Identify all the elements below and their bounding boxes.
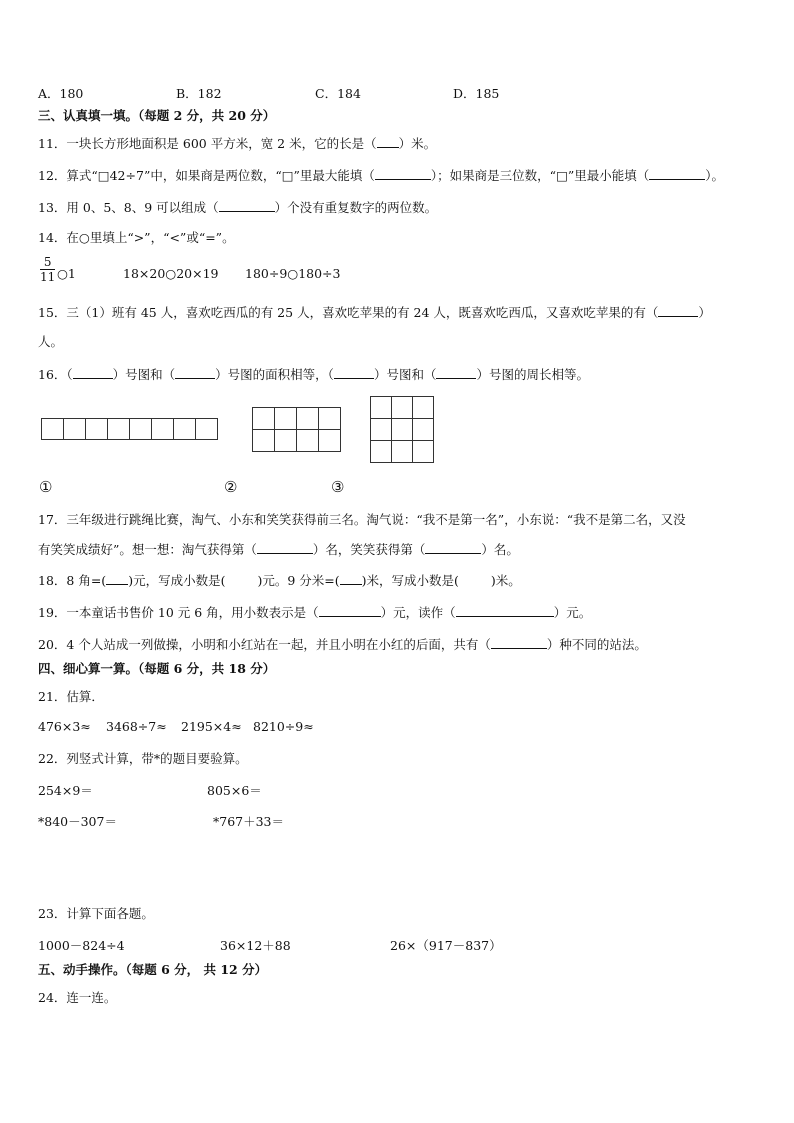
- q16-text-4: ）号图和（: [373, 367, 437, 382]
- answer-blank[interactable]: [377, 135, 399, 148]
- question-11: [38, 135, 436, 152]
- section3-header: 三、认真填一填。（每题 2 分，共 20 分）: [38, 108, 276, 123]
- answer-blank[interactable]: [436, 366, 476, 379]
- q20-text-pre: 20．4 个人站成一列做操，小明和小红站在一起，并且小明在小红的后面，共有（: [38, 637, 491, 652]
- answer-blank[interactable]: [375, 167, 431, 180]
- figure-2-label: ②: [224, 478, 238, 496]
- q21-item: 476×3≈: [38, 719, 91, 734]
- question-16: [38, 366, 589, 383]
- question-17-line1: 17．三年级进行跳绳比赛，淘气、小东和笑笑获得前三名。淘气说：“我不是第一名”，小东说：“我不是第二名，又没: [38, 512, 686, 527]
- question-15-cont: 人。: [38, 334, 64, 349]
- q21-item: 2195×4≈: [181, 719, 242, 734]
- q12-text-pre: 12．算式“□42÷7”中，如果商是两位数，“□”里最大能填（: [38, 168, 375, 183]
- q14-fraction: [40, 255, 55, 284]
- q22-item: *767＋33＝: [213, 814, 285, 829]
- answer-blank[interactable]: [649, 167, 705, 180]
- answer-blank[interactable]: [73, 366, 113, 379]
- q13-text-post: ）个没有重复数字的两位数。: [274, 200, 438, 215]
- q12-text-post: ）。: [705, 168, 725, 183]
- section5-header: 五、动手操作。（每题 6 分， 共 12 分）: [38, 962, 268, 977]
- q18-text-a: 18．8 角=(: [38, 573, 107, 588]
- answer-blank[interactable]: [658, 304, 698, 317]
- q14-compare-1: ○1: [57, 266, 76, 281]
- q13-text-pre: 13．用 0、5、8、9 可以组成（: [38, 200, 219, 215]
- question-24-title: 24．连一连。: [38, 990, 117, 1005]
- question-19: [38, 604, 591, 621]
- question-21-title: 21．估算．: [38, 689, 104, 704]
- answer-blank[interactable]: [257, 541, 313, 554]
- q18-text-b: )元，写成小数是(: [128, 573, 226, 588]
- q17-text-mid: ）名，笑笑获得第（: [312, 542, 426, 557]
- q16-text-2: ）号图和（: [112, 367, 176, 382]
- question-12: [38, 167, 724, 184]
- question-13: [38, 199, 437, 216]
- section4-header: 四、细心算一算。（每题 6 分，共 18 分）: [38, 661, 276, 676]
- q15-text-post: ）: [698, 305, 711, 320]
- q11-text-pre: 11．一块长方形地面积是 600 平方米，宽 2 米，它的长是（: [38, 136, 377, 151]
- question-15: [38, 304, 711, 321]
- q18-text-e: )米。: [490, 573, 521, 588]
- answer-blank[interactable]: [106, 576, 128, 585]
- q11-text-post: ）米。: [398, 136, 437, 151]
- answer-blank[interactable]: [334, 366, 374, 379]
- fraction-numerator: 5: [40, 255, 55, 270]
- q17-text-pre: 有笑笑成绩好”。想一想：淘气获得第（: [38, 542, 257, 557]
- q17-text-post: ）名。: [481, 542, 519, 557]
- figure-1-grid: [41, 418, 218, 440]
- q16-text-3: ）号图的面积相等，（: [215, 367, 334, 382]
- figure-3-grid: [370, 396, 434, 463]
- question-18: [38, 573, 521, 589]
- q19-text-post: ）元。: [553, 605, 592, 620]
- option-b: B．182: [176, 86, 222, 101]
- figure-1-label: ①: [39, 478, 53, 496]
- q23-item: 1000－824÷4: [38, 938, 125, 953]
- q18-text-c: )元。9 分米=(: [257, 573, 340, 588]
- answer-blank[interactable]: [340, 576, 362, 585]
- q22-item: 805×6＝: [207, 783, 262, 798]
- q21-item: 3468÷7≈: [106, 719, 167, 734]
- q14-compare-2: 18×20○20×19: [123, 266, 219, 281]
- q16-text-5: ）号图的周长相等。: [476, 367, 589, 382]
- question-23-title: 23．计算下面各题。: [38, 906, 154, 921]
- q23-item: 36×12＋88: [220, 938, 291, 953]
- fraction-denominator: 11: [40, 270, 56, 284]
- q20-text-post: ）种不同的站法。: [546, 637, 647, 652]
- question-22-title: 22．列竖式计算，带*的题目要验算。: [38, 751, 248, 766]
- q19-text-mid: ）元，读作（: [380, 605, 456, 620]
- answer-blank[interactable]: [175, 366, 215, 379]
- q16-text-1: 16．（: [38, 367, 73, 382]
- q18-text-d: )米，写成小数是(: [361, 573, 459, 588]
- answer-blank[interactable]: [491, 636, 547, 649]
- option-d: D．185: [453, 86, 500, 101]
- q12-text-mid: ）；如果商是三位数，“□”里最小能填（: [430, 168, 650, 183]
- q22-item: *840－307＝: [38, 814, 117, 829]
- q22-item: 254×9＝: [38, 783, 93, 798]
- figure-3-label: ③: [331, 478, 345, 496]
- option-a: A．180: [38, 86, 84, 101]
- answer-blank[interactable]: [319, 604, 381, 617]
- answer-blank[interactable]: [425, 541, 481, 554]
- option-c: C．184: [315, 86, 361, 101]
- q15-text-pre: 15．三（1）班有 45 人，喜欢吃西瓜的有 25 人，喜欢吃苹果的有 24 人，既喜欢吃西瓜，又喜欢吃苹果的有（: [38, 305, 659, 320]
- figure-2-grid: [252, 407, 341, 452]
- q23-item: 26×（917－837）: [390, 938, 502, 953]
- question-20: [38, 636, 647, 653]
- question-14-title: 14．在○里填上“>”，“<”或“=”。: [38, 230, 235, 245]
- answer-blank[interactable]: [456, 604, 554, 617]
- answer-blank[interactable]: [219, 199, 275, 212]
- q14-compare-3: 180÷9○180÷3: [245, 266, 341, 281]
- q19-text-pre: 19．一本童话书售价 10 元 6 角，用小数表示是（: [38, 605, 319, 620]
- question-17-line2: [38, 541, 519, 558]
- q21-item: 8210÷9≈: [253, 719, 314, 734]
